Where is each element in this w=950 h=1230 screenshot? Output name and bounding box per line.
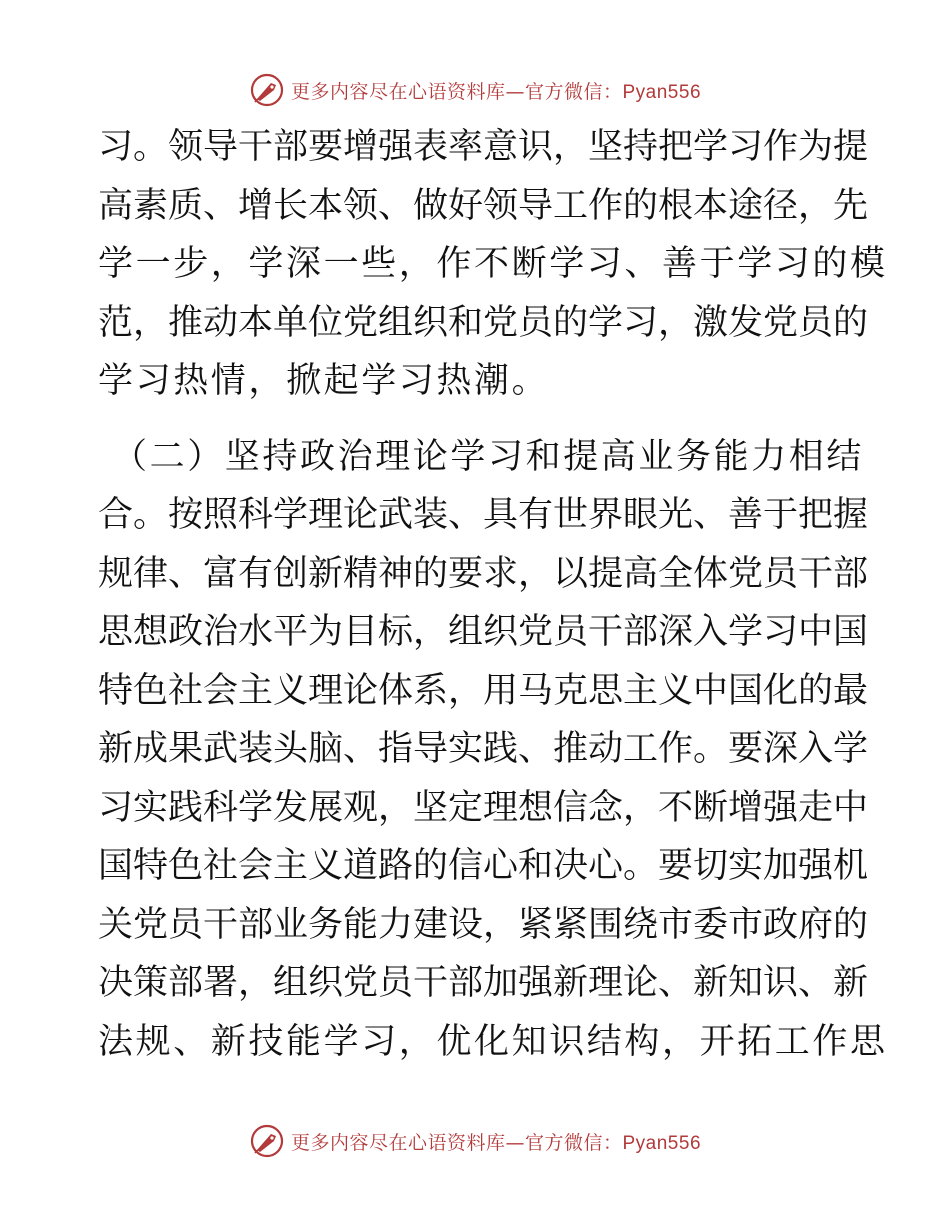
- document-body: [98, 118, 888, 1071]
- text-line: 特色社会主义理论体系，用马克思主义中国化的最: [98, 670, 869, 711]
- banner-contact: 官方微信：Pyan556: [525, 1132, 702, 1154]
- pen-nib-logo-icon: [249, 1123, 285, 1159]
- banner-text: 更多内容尽在心语资料库—: [290, 80, 525, 103]
- text-line: 学一步，学深一些，作不断学习、善于学习的模: [98, 244, 888, 284]
- text-line: 国特色社会主义道路的信心和决心。要切实加强机: [98, 846, 869, 886]
- text-line: 习。领导干部要增强表率意识，坚持把学习作为提: [98, 127, 869, 167]
- text-line: 学习热情，掀起学习热潮。: [98, 361, 550, 401]
- text-line: 新成果武装头脑、指导实践、推动工作。要深入学: [98, 729, 869, 769]
- paragraph-2: [98, 428, 888, 1072]
- paragraph-1: [98, 118, 888, 411]
- section-heading-line: （二）坚持政治理论学习和提高业务能力相结: [112, 436, 865, 477]
- banner-text: 更多内容尽在心语资料库—: [290, 1131, 525, 1154]
- footer-banner: [0, 1121, 950, 1161]
- text-line: 合。按照科学理论武装、具有世界眼光、善于把握: [98, 495, 869, 535]
- text-line: 决策部署，组织党员干部加强新理论、新知识、新: [98, 963, 869, 1003]
- paragraph-gap: [98, 411, 858, 428]
- text-line: 范，推动本单位党组织和党员的学习，激发党员的: [98, 302, 869, 343]
- text-line: 法规、新技能学习，优化知识结构，开拓工作思: [98, 1021, 888, 1062]
- text-line: 思想政治水平为目标，组织党员干部深入学习中国: [98, 612, 869, 652]
- text-line: 关党员干部业务能力建设，紧紧围绕市委市政府的: [98, 904, 869, 945]
- banner-contact: 官方微信：Pyan556: [525, 81, 702, 103]
- text-line: 习实践科学发展观，坚定理想信念，不断增强走中: [98, 787, 869, 828]
- header-banner: [0, 70, 950, 110]
- pen-nib-logo-icon: [249, 72, 285, 108]
- text-line: 高素质、增长本领、做好领导工作的根本途径，先: [98, 185, 869, 226]
- text-line: 规律、富有创新精神的要求，以提高全体党员干部: [98, 553, 869, 594]
